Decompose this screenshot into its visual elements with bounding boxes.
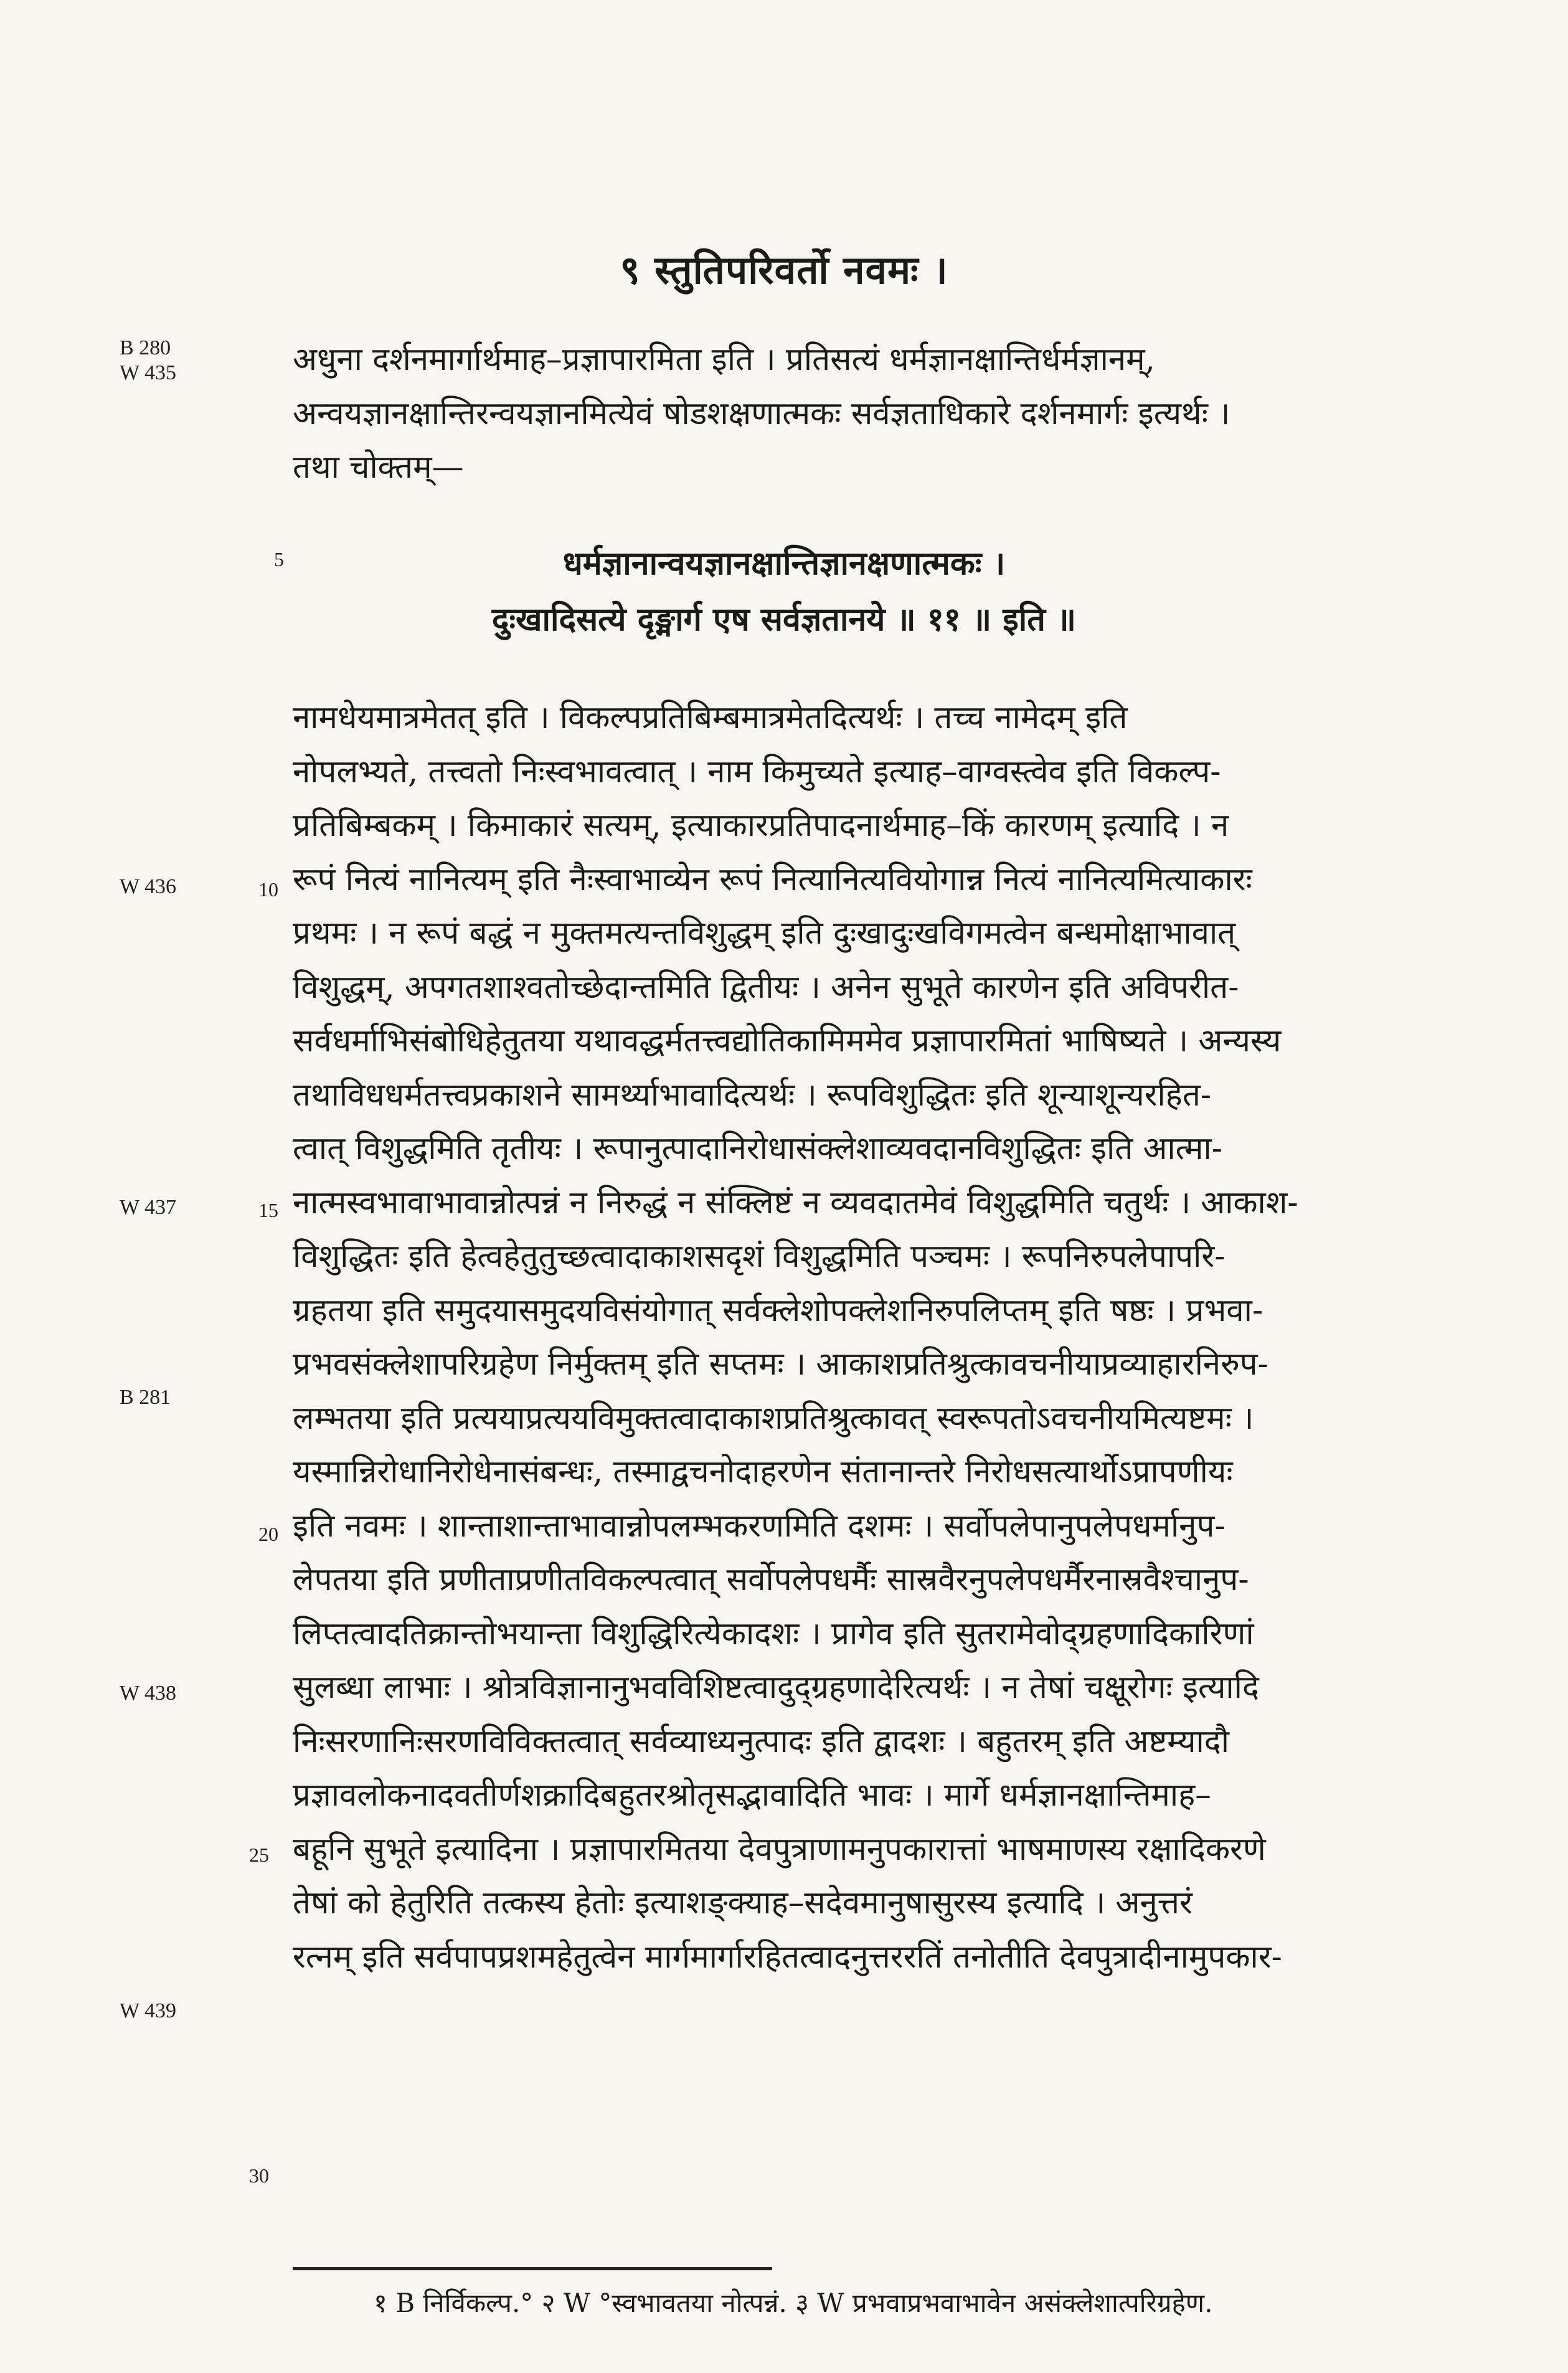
margin-ref-w435: W 435 [120, 361, 176, 384]
text-line: तथाविधधर्मतत्त्वप्रकाशने सामर्थ्याभावादित्यर्थः । रूपविशुद्धितः इति शून्याशून्यरहित- [293, 1076, 1212, 1114]
text-line: ग्रहतया इति समुदयासमुदयविसंयोगात् सर्वक्लेशोपक्लेशनिरुपलिप्तम् इति षष्ठः । प्रभवा- [293, 1292, 1263, 1329]
verse-block [0, 536, 1568, 648]
text-line: नोपलभ्यते, तत्त्वतो निःस्वभावत्वात् । नाम किमुच्यते इत्याह–वाग्वस्त्वेव इति विकल्प- [293, 753, 1221, 790]
text-line: लम्भतया इति प्रत्ययाप्रत्ययविमुक्तत्वादाकाशप्रतिश्रुत्कावत् स्वरूपतोऽवचनीयमित्यष्टमः । [293, 1400, 1254, 1437]
margin-ref-w438: W 438 [120, 1682, 176, 1705]
text-line: प्रज्ञावलोकनादवतीर्णशक्रादिबहुतरश्रोतृसद्भावादिति भावः । मार्गे धर्मज्ञानक्षान्तिमाह– [293, 1777, 1211, 1814]
chapter-heading: ९ स्तुतिपरिवर्तो नवमः । [620, 247, 948, 293]
text-line: इति नवमः । शान्ताशान्ताभावान्नोपलम्भकरणमिति दशमः । सर्वोपलेपानुपलेपधर्मानुप- [293, 1507, 1226, 1545]
line-number: 15 [258, 1199, 278, 1221]
text-line: बहूनि सुभूते इत्यादिना । प्रज्ञापारमितया देवपुत्राणामनुपकारात्तां भाषमाणस्य रक्षादिकरणे [293, 1831, 1266, 1868]
line-number: 30 [249, 2164, 269, 2187]
line-number: 5 [274, 548, 284, 571]
text-line: विशुद्धितः इति हेत्वहेतुतुच्छत्वादाकाशसदृशं विशुद्धमिति पञ्चमः । रूपनिरुपलेपापरि- [293, 1238, 1226, 1275]
commentary-paragraph [293, 691, 1513, 1984]
text-line: रूपं नित्यं नानित्यम् इति नैःस्वाभाव्येन रूपं नित्यानित्यवियोगान्न नित्यं नानित्यमित्याकारः [293, 861, 1252, 898]
text-line: यस्मान्निरोधानिरोधेनासंबन्धः, तस्माद्वचनोदाहरणेन संतानान्तरे निरोधसत्यार्थोऽप्रापणीयः [293, 1454, 1233, 1490]
verse-line: धर्मज्ञानान्वयज्ञानक्षान्तिज्ञानक्षणात्मकः । [562, 544, 1006, 582]
text-line: लेपतया इति प्रणीताप्रणीतविकल्पत्वात् सर्वोपलेपधर्मैः सास्रवैरनुपलेपधर्मैरनास्रवैश्चानुप- [293, 1561, 1249, 1598]
text-line: त्वात् विशुद्धमिति तृतीयः । रूपानुत्पादानिरोधासंक्लेशाव्यवदानविशुद्धितः इति आत्मा- [293, 1130, 1222, 1167]
text-line: नामधेयमात्रमेतत् इति । विकल्पप्रतिबिम्बमात्रमेतदित्यर्थः । तच्च नामेदम् इति [293, 699, 1128, 736]
margin-ref-w439: W 439 [120, 1999, 176, 2022]
line-number: 20 [258, 1523, 278, 1545]
margin-ref-w437: W 437 [120, 1196, 176, 1219]
text-line: प्रथमः । न रूपं बद्धं न मुक्तमत्यन्तविशुद्धम् इति दुःखादुःखविगमत्वेन बन्धमोक्षाभावात् [293, 915, 1236, 952]
text-line: रत्नम् इति सर्वपापप्रशमहेतुत्वेन मार्गमार्गारहितत्वादनुत्तररतिं तनोतीति देवपुत्रादीनामुपकार- [293, 1938, 1282, 1976]
text-line: अन्वयज्ञानक्षान्तिरन्वयज्ञानमित्येवं षोडशक्षणात्मकः सर्वज्ञताधिकारे दर्शनमार्गः इत्यर्थः । [293, 395, 1230, 432]
text-line: विशुद्धम्, अपगतशाश्वतोच्छेदान्तमिति द्वितीयः । अनेन सुभूते कारणेन इति अविपरीत- [293, 969, 1239, 1006]
margin-ref-w436: W 436 [120, 875, 176, 898]
text-line: तेषां को हेतुरिति तत्कस्य हेतोः इत्याशङ्क्याह–सदेवमानुषासुरस्य इत्यादि । अनुत्तरं [293, 1885, 1193, 1921]
line-number: 10 [258, 878, 278, 901]
text-line: निःसरणानिःसरणविविक्तत्वात् सर्वव्याध्यनुत्पादः इति द्वादशः । बहुतरम् इति अष्टम्यादौ [293, 1723, 1229, 1760]
text-line: अधुना दर्शनमार्गार्थमाह–प्रज्ञापारमिता इति । प्रतिसत्यं धर्मज्ञानक्षान्तिर्धर्मज्ञानम्, [293, 341, 1155, 378]
verse-line: दुःखादिसत्ये दृङ्मार्ग एष सर्वज्ञतानये ॥ ११ ॥ इति ॥ [491, 600, 1077, 638]
text-line: तथा चोक्तम्— [293, 449, 464, 486]
line-number: 25 [249, 1844, 269, 1866]
text-line: लिप्तत्वादतिक्रान्तोभयान्ता विशुद्धिरित्येकादशः । प्रागेव इति सुतरामेवोद्ग्रहणादिकारिणां [293, 1615, 1254, 1652]
footnote: १ B निर्विकल्प.° २ W °स्वभावतया नोत्पन्नं. ३ W प्रभवाप्रभवाभावेन असंक्लेशात्परिग्रहेण. [374, 2288, 1213, 2318]
footnote-rule [293, 2267, 772, 2270]
text-line: सुलब्धा लाभाः । श्रोत्रविज्ञानानुभवविशिष्टत्वादुद्ग्रहणादेरित्यर्थः । न तेषां चक्षूरोगः इत्यादि [293, 1669, 1259, 1706]
text-line: नात्मस्वभावाभावान्नोत्पन्नं न निरुद्धं न संक्लिष्टं न व्यवदातमेवं विशुद्धमिति चतुर्थः । आकाश- [293, 1184, 1298, 1221]
margin-ref-b281: B 281 [120, 1386, 171, 1409]
text-line: सर्वधर्माभिसंबोधिहेतुतया यथावद्धर्मतत्त्वद्योतिकामिममेव प्रज्ञापारमितां भाषिष्यते । अन्यस्य [293, 1023, 1282, 1059]
intro-paragraph [293, 333, 1513, 495]
margin-ref-b280: B 280 [120, 336, 171, 359]
text-line: प्रभवसंक्लेशापरिग्रहेण निर्मुक्तम् इति सप्तमः । आकाशप्रतिश्रुत्कावचनीयाप्रव्याहारनिरुप- [293, 1346, 1268, 1383]
text-line: प्रतिबिम्बकम् । किमाकारं सत्यम्, इत्याकारप्रतिपादनार्थमाह–किं कारणम् इत्यादि । न [293, 807, 1229, 844]
